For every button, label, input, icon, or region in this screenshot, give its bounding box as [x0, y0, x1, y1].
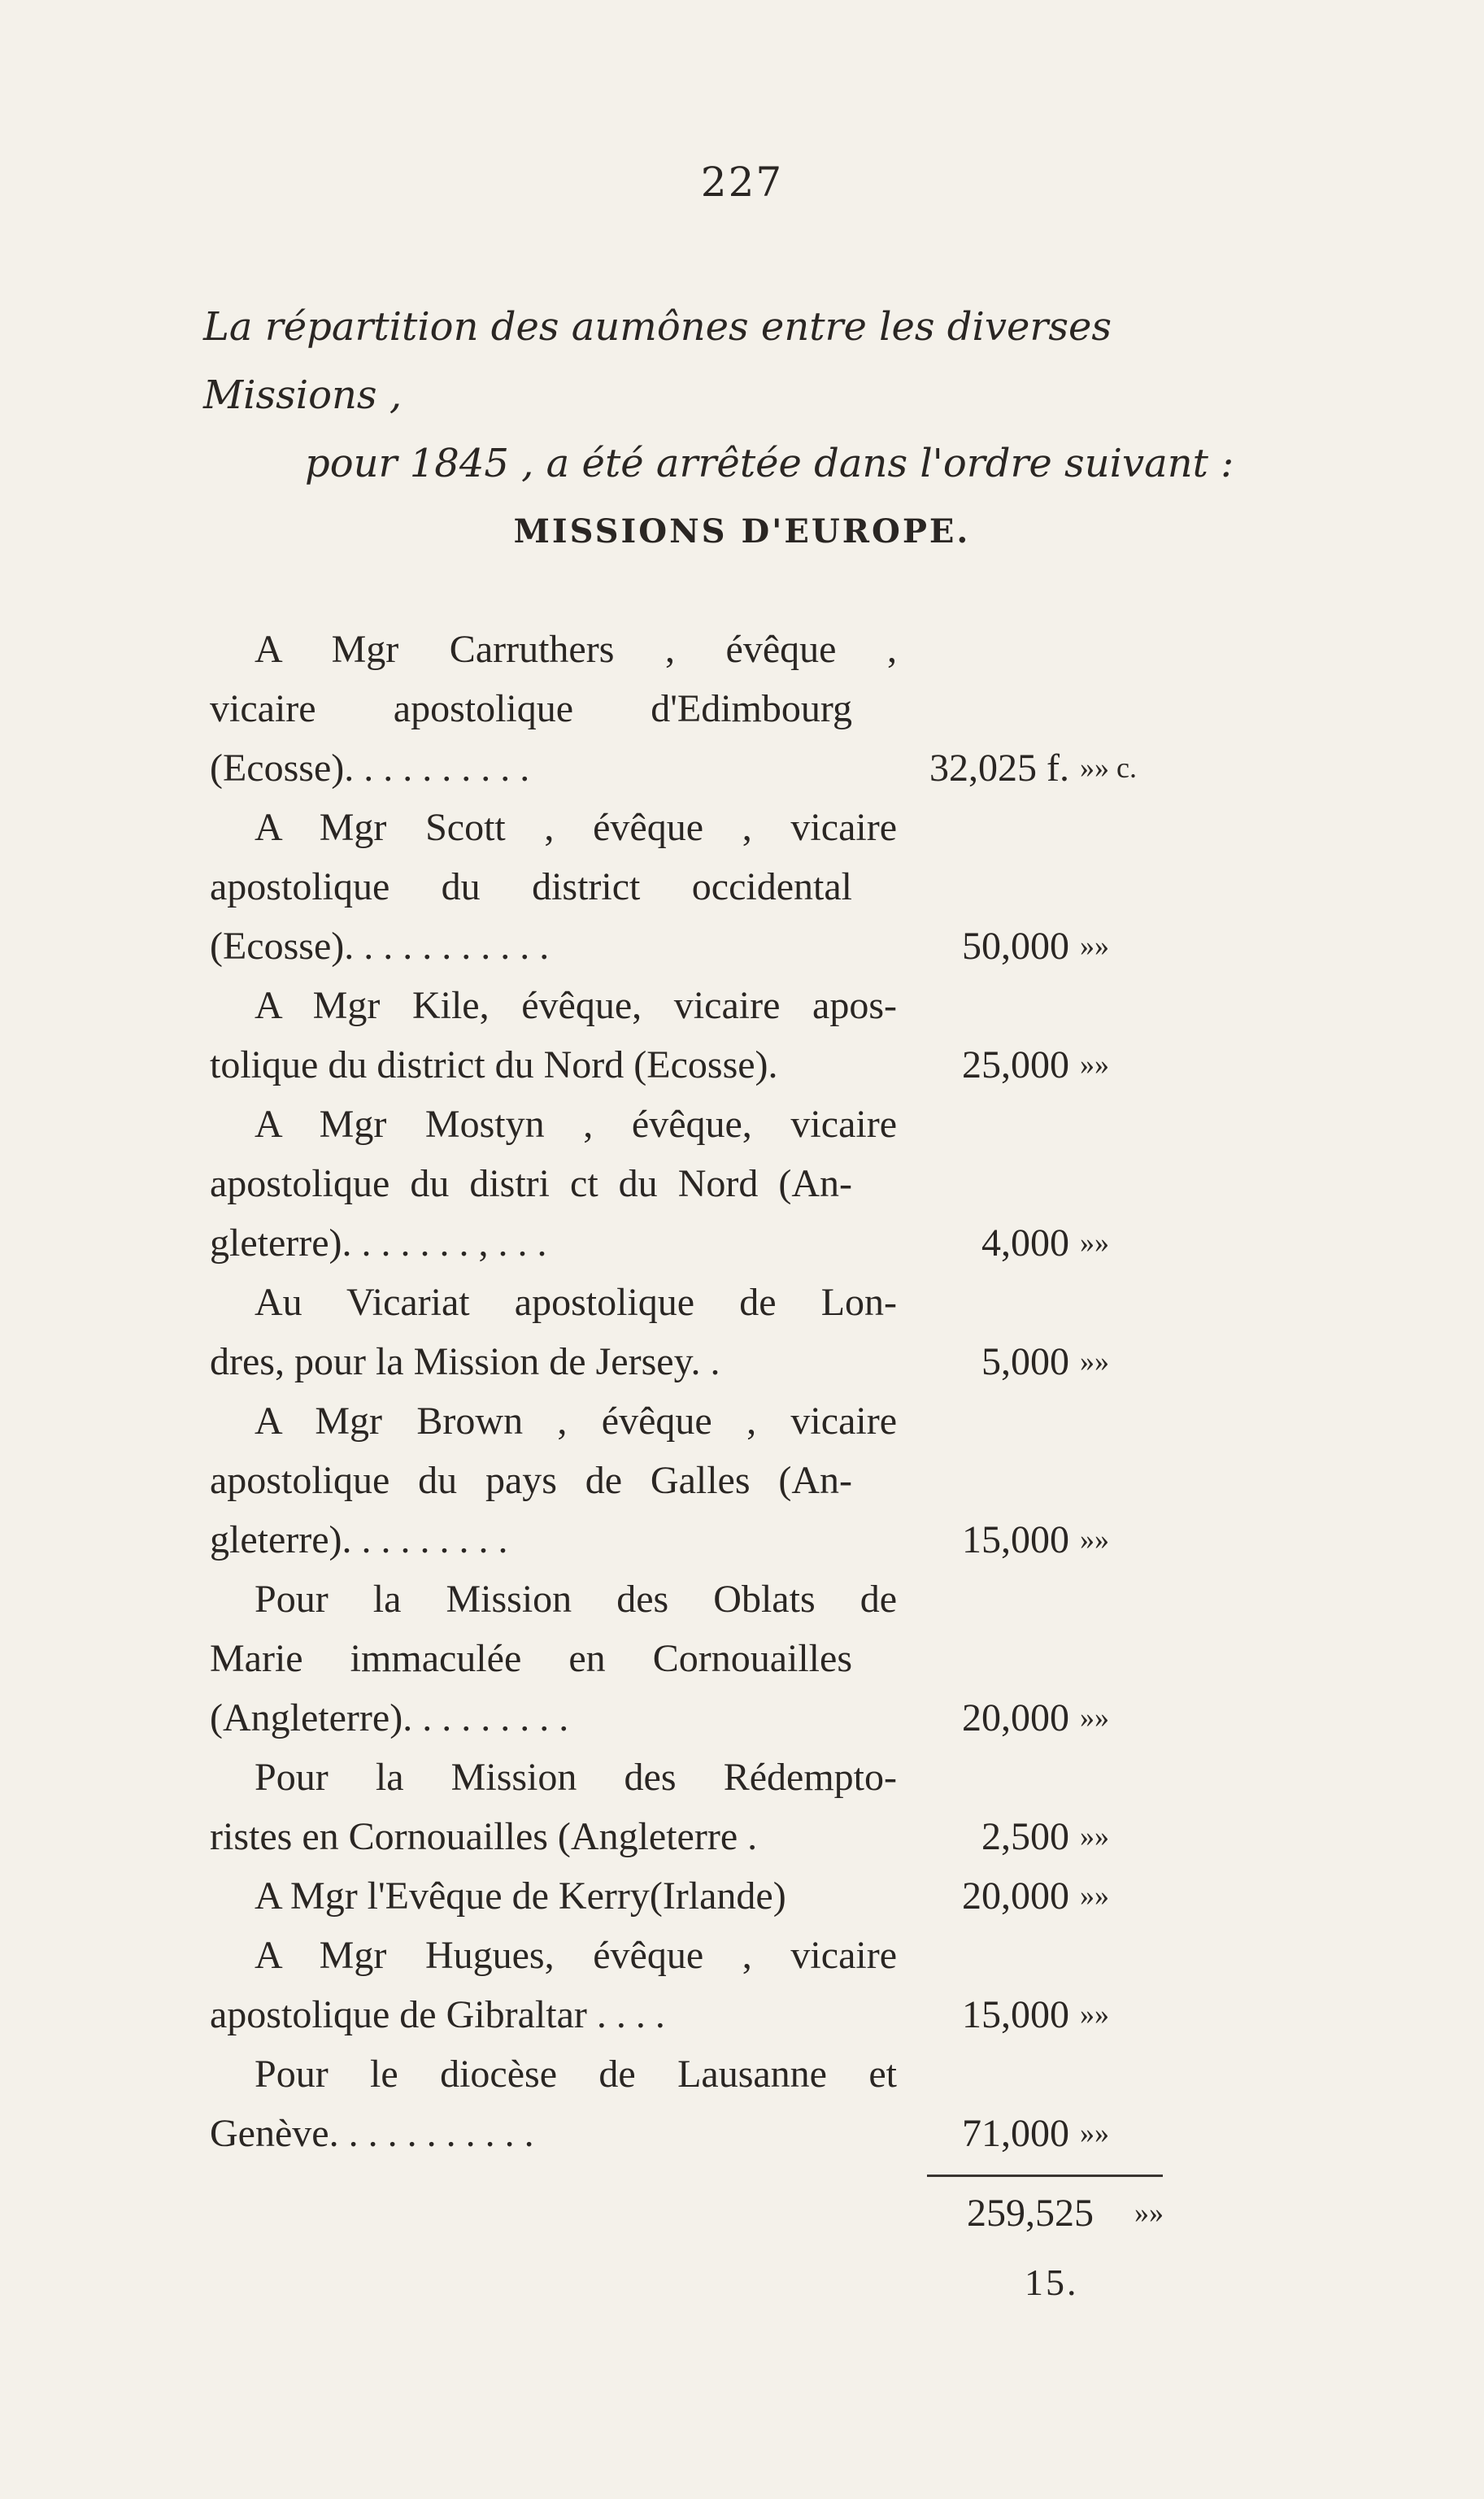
entry-line — [210, 1985, 1267, 2044]
entry-unit: »» — [1080, 930, 1109, 962]
entry-text: vicaire apostolique d'Edimbourg — [210, 687, 852, 730]
intro-line-1: La répartition des aumônes entre les diverses Missions , — [203, 304, 1112, 418]
entry-amount: 5,000 — [981, 1340, 1069, 1383]
intro-paragraph — [203, 293, 1285, 498]
entry-amount: 71,000 — [962, 2112, 1069, 2155]
entry-line — [210, 1035, 1267, 1095]
entry-text: A Mgr Kile, évêque, vicaire apos- — [255, 984, 897, 1027]
entry-text: dres, pour la Mission de Jersey. . — [210, 1340, 720, 1383]
entry-text: apostolique du district occidental — [210, 865, 852, 908]
entry-text: (Ecosse). . . . . . . . . . — [210, 747, 530, 790]
allocation-entry — [210, 1569, 1267, 1748]
allocation-entry — [210, 1926, 1267, 2044]
intro-line-2: pour 1845 , a été arrêtée dans l'ordre suivant : — [305, 441, 1234, 486]
entry-line — [210, 916, 1267, 976]
entry-unit: »» — [1080, 1701, 1109, 1734]
entry-amount: 15,000 — [962, 1993, 1069, 2036]
entry-text: apostolique du pays de Galles (An- — [210, 1459, 852, 1502]
entry-line — [210, 1748, 1267, 1807]
entry-text: Marie immaculée en Cornouailles — [210, 1637, 852, 1680]
entry-line — [210, 1451, 1267, 1510]
entry-unit: »» c. — [1080, 751, 1137, 784]
entry-amount: 15,000 — [962, 1518, 1069, 1561]
entry-text: apostolique de Gibraltar . . . . — [210, 1993, 665, 2036]
entry-text: A Mgr Brown , évêque , vicaire — [255, 1400, 897, 1443]
entry-line — [210, 1629, 1267, 1688]
section-title: MISSIONS D'EUROPE. — [513, 512, 971, 551]
entry-line — [210, 2104, 1267, 2163]
entry-line — [210, 1213, 1267, 1273]
entry-line — [210, 1154, 1267, 1213]
entry-line — [210, 1332, 1267, 1391]
entry-line — [210, 2044, 1267, 2104]
entry-line — [210, 857, 1267, 916]
sum-rule — [927, 2175, 1163, 2177]
allocation-list — [210, 620, 1267, 2163]
allocation-entry — [210, 1391, 1267, 1569]
entry-text: tolique du district du Nord (Ecosse). — [210, 1043, 778, 1086]
allocation-entry — [210, 1273, 1267, 1391]
entry-text: Pour le diocèse de Lausanne et — [255, 2053, 897, 2096]
entry-line — [210, 976, 1267, 1035]
entry-line — [210, 798, 1267, 857]
entry-text: Pour la Mission des Oblats de — [255, 1578, 897, 1621]
entry-line — [210, 1807, 1267, 1866]
allocation-entry — [210, 976, 1267, 1095]
entry-text: (Ecosse). . . . . . . . . . . — [210, 925, 550, 968]
entry-line — [210, 1391, 1267, 1451]
entry-line — [210, 1510, 1267, 1569]
entry-line — [210, 1273, 1267, 1332]
entry-text: Genève. . . . . . . . . . . — [210, 2112, 534, 2155]
entry-line — [210, 1688, 1267, 1748]
entry-line — [210, 679, 1267, 738]
entry-text: Au Vicariat apostolique de Lon- — [255, 1281, 897, 1324]
entry-amount: 4,000 — [981, 1221, 1069, 1265]
entry-text: A Mgr Hugues, évêque , vicaire — [255, 1934, 897, 1977]
entry-text: A Mgr l'Evêque de Kerry(Irlande) — [255, 1874, 786, 1918]
entry-text: gleterre). . . . . . . . . — [210, 1518, 508, 1561]
entry-line — [210, 1866, 1267, 1926]
entry-line — [210, 738, 1267, 798]
entry-text: gleterre). . . . . . . , . . . — [210, 1221, 547, 1265]
entry-unit: »» — [1080, 2117, 1109, 2149]
entry-unit: »» — [1080, 1820, 1109, 1852]
entry-line — [210, 1926, 1267, 1985]
allocation-entry — [210, 1866, 1267, 1926]
entry-text: (Angleterre). . . . . . . . . — [210, 1696, 569, 1739]
entry-text: ristes en Cornouailles (Angleterre . — [210, 1815, 758, 1858]
entry-unit: »» — [1080, 1226, 1109, 1259]
entry-amount: 20,000 — [962, 1874, 1069, 1918]
entry-amount: 20,000 — [962, 1696, 1069, 1739]
entry-unit: »» — [1080, 1879, 1109, 1912]
entry-amount: 32,025 f. — [929, 747, 1069, 790]
allocation-entry — [210, 620, 1267, 798]
allocation-entry — [210, 1748, 1267, 1866]
entry-amount: 50,000 — [962, 925, 1069, 968]
entry-text: A Mgr Mostyn , évêque, vicaire — [255, 1103, 897, 1146]
entry-amount: 2,500 — [981, 1815, 1069, 1858]
allocation-entry — [210, 2044, 1267, 2163]
entry-unit: »» — [1080, 1523, 1109, 1556]
entry-line — [210, 620, 1267, 679]
allocation-entry — [210, 798, 1267, 976]
entry-amount: 25,000 — [962, 1043, 1069, 1086]
entry-text: A Mgr Scott , évêque , vicaire — [255, 806, 897, 849]
page-number: 227 — [700, 159, 784, 206]
allocation-entry — [210, 1095, 1267, 1273]
entry-unit: »» — [1080, 1048, 1109, 1081]
entry-unit: »» — [1080, 1998, 1109, 2031]
entry-line — [210, 1095, 1267, 1154]
total-amount: 259,525 — [967, 2192, 1094, 2235]
entry-line — [210, 1569, 1267, 1629]
signature-mark: 15. — [1025, 2262, 1079, 2303]
entry-text: apostolique du distri ct du Nord (An- — [210, 1162, 852, 1205]
entry-text: A Mgr Carruthers , évêque , — [255, 628, 897, 671]
entry-unit: »» — [1080, 1345, 1109, 1378]
total-unit: »» — [1134, 2196, 1164, 2229]
entry-text: Pour la Mission des Rédempto- — [255, 1756, 897, 1799]
